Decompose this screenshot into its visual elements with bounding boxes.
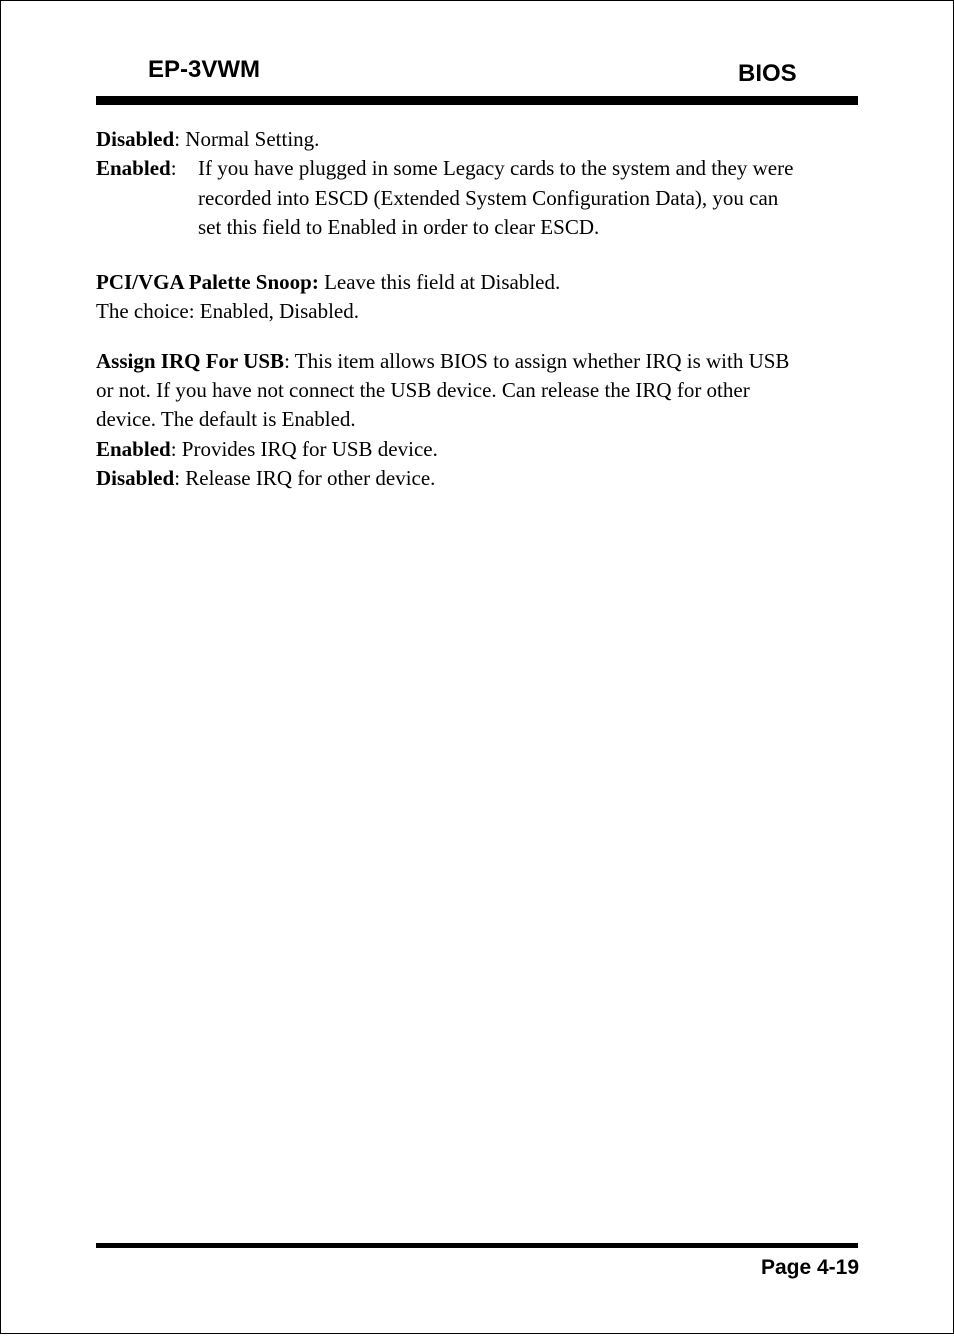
footer-rule [96,1243,858,1248]
option-description: : Release IRQ for other device. [174,465,436,490]
header-rule [96,96,858,105]
option-label: Enabled [96,156,171,181]
setting-description: Leave this field at Disabled. [318,270,561,295]
setting-description: : This item allows BIOS to assign whether IRQ is with USB [284,348,790,373]
option-label: Disabled [96,127,175,151]
option-description-cont: set this field to Enabled in order to clear ESCD. [198,214,600,239]
setting-title: Assign IRQ For USB [96,348,285,373]
pci-vga-palette-snoop-line [96,268,858,297]
option-description: : Normal Setting. [174,127,320,151]
option-description-cont: recorded into ESCD (Extended System Configuration Data), you can [198,185,779,210]
setting-description-cont: device. The default is Enabled. [96,407,356,432]
header-section: BIOS [738,60,797,87]
option-description: If you have plugged in some Legacy cards to the system and they were [198,156,794,181]
setting-title: PCI/VGA Palette Snoop: [96,270,319,295]
option-enabled-line [96,435,858,464]
setting-choice: The choice: Enabled, Disabled. [96,299,359,324]
option-disabled-line [96,125,858,154]
page-number: Page 4-19 [760,1256,859,1279]
document-body [96,125,858,493]
setting-description-cont: or not. If you have not connect the USB device. Can release the IRQ for other [96,378,750,403]
option-separator: : [170,156,177,181]
option-label: Enabled [96,436,171,461]
option-label: Disabled [96,465,175,490]
option-disabled-line [96,464,858,493]
option-enabled-line [96,154,858,183]
header-model: EP-3VWM [148,56,261,83]
option-description: : Provides IRQ for USB device. [170,436,438,461]
assign-irq-usb-line [96,347,858,376]
